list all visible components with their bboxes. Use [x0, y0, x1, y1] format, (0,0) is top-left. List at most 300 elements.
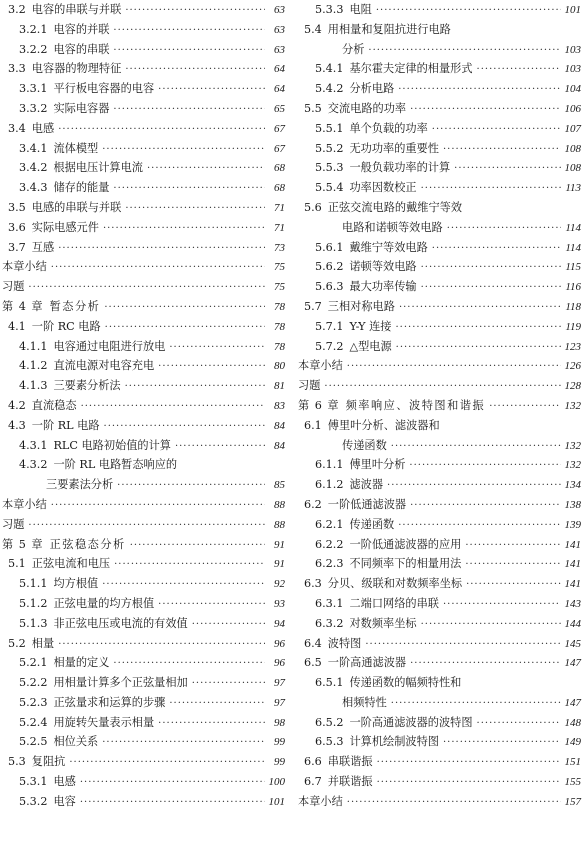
toc-entry-title: △型电源 — [349, 339, 392, 353]
toc-leader-dots — [473, 714, 561, 734]
toc-entry — [0, 732, 285, 752]
toc-entry-number: 6.3 — [304, 577, 322, 591]
toc-leader-dots — [188, 674, 265, 694]
toc-leader-dots — [395, 298, 561, 318]
toc-page-number: 141 — [564, 538, 581, 551]
toc-entry-title: 串联谐振 — [327, 755, 373, 769]
toc-entry-number: 5.2.5 — [19, 735, 48, 749]
toc-entry-number: 4.3.1 — [19, 438, 48, 452]
toc-leader-dots — [110, 555, 265, 575]
toc-chapter-entry — [296, 396, 581, 416]
toc-page-number: 75 — [274, 261, 285, 274]
toc-entry — [0, 693, 285, 713]
toc-entry — [296, 416, 581, 436]
toc-entry-title: 对数频率坐标 — [349, 616, 417, 630]
toc-entry-continuation — [0, 475, 285, 495]
toc-entry-number: 3.3.1 — [19, 82, 48, 96]
toc-leader-dots — [154, 357, 265, 377]
toc-chapter-entry — [0, 297, 285, 317]
toc-leader-dots — [364, 41, 561, 61]
toc-entry — [0, 356, 285, 376]
toc-page-number: 63 — [274, 43, 285, 56]
toc-entry — [0, 139, 285, 159]
toc-entry-number: 5.7.2 — [315, 339, 344, 353]
toc-entry-title: 相位关系 — [53, 735, 99, 749]
toc-entry-number: 3.2.1 — [19, 22, 48, 36]
toc-page-number: 107 — [564, 122, 581, 135]
toc-entry-title: 电容的并联 — [53, 22, 110, 36]
toc-entry-number: 6.5.3 — [315, 735, 344, 749]
toc-page-number: 113 — [565, 182, 581, 195]
toc-entry-number: 5.5 — [304, 101, 322, 115]
toc-entry-title: 电容的串联与并联 — [31, 3, 122, 16]
toc-page-number: 99 — [274, 736, 285, 749]
toc-page-number: 103 — [564, 63, 581, 76]
toc-page-number: 132 — [564, 459, 581, 472]
toc-page-number: 100 — [268, 776, 285, 789]
toc-entry — [296, 515, 581, 535]
toc-entry — [0, 634, 285, 654]
toc-entry — [296, 59, 581, 79]
toc-entry-number: 6.2 — [304, 497, 322, 511]
toc-leader-dots — [462, 575, 561, 595]
toc-entry-number: 6.1.2 — [315, 478, 344, 492]
toc-page-number: 73 — [274, 241, 285, 254]
toc-page-number: 126 — [564, 360, 581, 373]
toc-leader-dots — [98, 140, 265, 160]
toc-entry-continuation — [296, 693, 581, 713]
toc-entry-title: 相频特性 — [342, 695, 387, 709]
toc-entry-title: 电路和诺顿等效电路 — [342, 220, 443, 234]
toc-entry — [296, 238, 581, 258]
toc-entry-continuation — [296, 40, 581, 60]
toc-leader-dots — [373, 773, 561, 793]
toc-entry-number: 6.2.1 — [315, 517, 344, 531]
toc-entry-number: 第 4 章 — [2, 299, 44, 313]
toc-entry-number: 4.1.1 — [19, 339, 48, 353]
toc-entry-number: 5.4 — [304, 22, 322, 36]
toc-page-number: 92 — [274, 578, 285, 591]
toc-leader-dots — [113, 476, 265, 496]
toc-page-number: 71 — [274, 221, 285, 234]
toc-entry-number: 3.2.2 — [19, 42, 48, 56]
toc-leader-dots — [343, 357, 561, 377]
toc-entry-title: 均方根值 — [53, 577, 99, 591]
toc-entry-title: 分贝、级联和对数频率坐标 — [327, 577, 463, 591]
toc-entry-number: 3.6 — [8, 220, 26, 234]
toc-leader-dots — [54, 120, 265, 140]
toc-entry-title: 用旋转矢量表示相量 — [53, 715, 155, 729]
toc-entry — [296, 99, 581, 119]
toc-entry — [296, 297, 581, 317]
toc-page-number: 118 — [565, 300, 581, 313]
toc-page-number: 67 — [274, 122, 285, 135]
toc-entry-number: 4.3 — [8, 418, 26, 432]
toc-entry-title: 电容 — [53, 794, 76, 808]
toc-entry-title: RLC 电路初始值的计算 — [53, 438, 171, 452]
toc-entry-title: 波特图 — [327, 636, 362, 650]
toc-entry — [296, 594, 581, 614]
toc-entry-title: 习题 — [2, 517, 25, 531]
toc-entry-title: 诺顿等效电路 — [349, 260, 417, 274]
toc-entry-number: 第 5 章 — [2, 537, 44, 551]
toc-page-number: 108 — [564, 142, 581, 155]
toc-leader-dots — [405, 456, 561, 476]
toc-entry-title: 傅里叶分析、滤波器和 — [327, 418, 440, 432]
toc-leader-dots — [473, 60, 561, 80]
toc-entry-title: 基尔霍夫定律的相量形式 — [349, 62, 473, 76]
toc-entry-number: 3.4.3 — [19, 181, 48, 195]
toc-entry-number: 6.2.2 — [315, 537, 344, 551]
toc-page-number: 147 — [564, 657, 581, 670]
toc-leader-dots — [100, 298, 265, 318]
toc-entry-title: 交流电路的功率 — [327, 101, 407, 115]
toc-leader-dots — [98, 575, 265, 595]
toc-entry-number: 5.7.1 — [315, 319, 344, 333]
toc-leader-dots — [461, 555, 561, 575]
toc-entry-title: 本章小结 — [298, 794, 343, 808]
toc-entry — [0, 515, 285, 535]
toc-leader-dots — [387, 437, 561, 457]
toc-entry — [0, 178, 285, 198]
toc-page-number: 97 — [274, 677, 285, 690]
toc-page-number: 145 — [564, 637, 581, 650]
toc-page-number: 98 — [274, 716, 285, 729]
toc-leader-dots — [98, 733, 265, 753]
toc-entry-number: 6.6 — [304, 755, 322, 769]
toc-entry-number: 5.6.3 — [315, 280, 344, 294]
toc-page-number: 65 — [274, 102, 285, 115]
toc-entry-number: 5.6.2 — [315, 260, 344, 274]
toc-entry — [296, 495, 581, 515]
toc-leader-dots — [373, 753, 561, 773]
toc-entry-title: 分析电路 — [349, 82, 395, 96]
toc-entry — [0, 218, 285, 238]
toc-leader-dots — [100, 417, 265, 437]
toc-page-number: 144 — [564, 617, 581, 630]
toc-leader-dots — [320, 377, 561, 397]
toc-entry — [296, 356, 581, 376]
toc-entry-title: 三相对称电路 — [327, 299, 395, 313]
toc-page-number: 75 — [274, 281, 285, 294]
toc-entry-title: Y-Y 连接 — [349, 319, 392, 333]
toc-leader-dots — [47, 496, 265, 516]
toc-entry-title: 习题 — [298, 379, 321, 393]
toc-entry-number: 6.7 — [304, 775, 322, 789]
toc-entry-number: 5.1.3 — [19, 616, 48, 630]
toc-entry — [0, 495, 285, 515]
toc-entry-number: 3.7 — [8, 240, 26, 254]
toc-entry — [296, 634, 581, 654]
toc-page-number: 141 — [564, 578, 581, 591]
toc-entry-number: 4.2 — [8, 398, 26, 412]
toc-entry-title: 功率因数校正 — [349, 181, 417, 195]
toc-entry — [0, 257, 285, 277]
toc-entry-title: 正弦电量的均方根值 — [53, 596, 155, 610]
toc-leader-dots — [121, 1, 265, 21]
toc-entry-number: 6.3.2 — [315, 616, 344, 630]
toc-entry-title: 最大功率传输 — [349, 280, 417, 294]
toc-entry-title: 本章小结 — [298, 359, 343, 373]
toc-entry-title: 传递函数的幅频特性和 — [349, 676, 462, 690]
toc-leader-dots — [121, 60, 265, 80]
toc-page-number: 123 — [564, 340, 581, 353]
toc-entry-number: 3.4.1 — [19, 141, 48, 155]
toc-leader-dots — [343, 793, 561, 813]
toc-page-number: 91 — [274, 538, 285, 551]
toc-entry — [296, 0, 581, 20]
toc-page-number: 83 — [274, 399, 285, 412]
toc-page-number: 94 — [274, 617, 285, 630]
toc-entry — [296, 732, 581, 752]
toc-entry — [296, 792, 581, 812]
toc-entry-title: 用相量计算多个正弦量相加 — [53, 676, 188, 690]
toc-entry-number: 5.1.1 — [19, 577, 48, 591]
toc-leader-dots — [417, 615, 561, 635]
toc-entry — [296, 79, 581, 99]
toc-page-number: 96 — [274, 637, 285, 650]
toc-entry-number: 6.3.1 — [315, 596, 344, 610]
toc-entry-title: 传递函数 — [349, 517, 395, 531]
toc-page-number: 101 — [268, 795, 285, 808]
toc-leader-dots — [109, 21, 265, 41]
toc-page-number: 141 — [564, 558, 581, 571]
toc-page-number: 80 — [274, 360, 285, 373]
toc-leader-dots — [372, 1, 561, 21]
toc-entry — [0, 119, 285, 139]
toc-entry — [296, 317, 581, 337]
toc-entry-title: 电感 — [31, 121, 55, 135]
toc-entry-title: 二端口网络的串联 — [349, 596, 439, 610]
toc-entry-number: 5.1.2 — [19, 596, 48, 610]
toc-entry — [296, 139, 581, 159]
toc-leader-dots — [76, 793, 265, 813]
toc-entry-continuation — [296, 436, 581, 456]
toc-entry — [0, 416, 285, 436]
toc-entry-title: 傅里叶分析 — [349, 458, 406, 472]
toc-entry — [296, 614, 581, 634]
toc-entry — [296, 475, 581, 495]
toc-leader-dots — [394, 516, 561, 536]
toc-leader-dots — [99, 219, 265, 239]
toc-leader-dots — [406, 654, 561, 674]
toc-leader-dots — [428, 239, 561, 259]
toc-entry-number: 5.3 — [8, 755, 26, 769]
toc-entry — [0, 317, 285, 337]
toc-page-number: 96 — [274, 657, 285, 670]
toc-page-number: 84 — [274, 419, 285, 432]
toc-left-column — [0, 0, 285, 812]
toc-entry-title: 并联谐振 — [327, 775, 373, 789]
toc-entry-title: 一阶 RL 电路暂态响应的 — [53, 458, 178, 472]
toc-entry — [296, 535, 581, 555]
toc-page-number: 84 — [274, 439, 285, 452]
toc-entry-title: 一阶 RL 电路 — [31, 418, 100, 432]
toc-entry — [296, 653, 581, 673]
toc-leader-dots — [394, 80, 561, 100]
toc-page-number: 63 — [274, 23, 285, 36]
toc-entry-number: 5.7 — [304, 299, 322, 313]
toc-entry — [0, 79, 285, 99]
toc-leader-dots — [54, 635, 265, 655]
toc-entry-number: 5.1 — [8, 557, 26, 571]
toc-entry-title: 相量的定义 — [53, 656, 110, 670]
toc-leader-dots — [77, 397, 265, 417]
toc-leader-dots — [443, 219, 561, 239]
toc-leader-dots — [439, 140, 561, 160]
toc-entry-number: 5.2.1 — [19, 656, 48, 670]
toc-entry-number: 5.2 — [8, 636, 26, 650]
toc-page-number: 143 — [564, 597, 581, 610]
toc-page-number: 68 — [274, 182, 285, 195]
toc-page-number: 81 — [274, 380, 285, 393]
toc-leader-dots — [406, 100, 561, 120]
toc-entry — [296, 455, 581, 475]
toc-page-number: 134 — [564, 479, 581, 492]
toc-leader-dots — [165, 338, 265, 358]
toc-leader-dots — [154, 714, 265, 734]
toc-entry — [296, 20, 581, 40]
toc-leader-dots — [109, 41, 265, 61]
toc-page-number: 78 — [274, 300, 285, 313]
toc-leader-dots — [171, 437, 265, 457]
toc-entry — [0, 20, 285, 40]
toc-entry — [0, 752, 285, 772]
toc-entry-title: 无功功率的重要性 — [349, 141, 439, 155]
toc-leader-dots — [47, 258, 265, 278]
toc-entry — [296, 119, 581, 139]
toc-entry-number: 5.2.3 — [19, 695, 48, 709]
toc-entry-title: 非正弦电压或电流的有效值 — [53, 616, 188, 630]
toc-entry-title: 一阶高通滤波器 — [327, 656, 407, 670]
toc-entry — [0, 594, 285, 614]
toc-leader-dots — [383, 476, 561, 496]
toc-entry-title: 实际电容器 — [53, 101, 110, 115]
toc-entry — [0, 158, 285, 178]
toc-entry-title: 戴维宁等效电路 — [349, 240, 428, 254]
toc-page-number: 138 — [564, 498, 581, 511]
toc-entry — [0, 455, 285, 475]
toc-leader-dots — [188, 615, 265, 635]
toc-page-number: 119 — [565, 320, 581, 333]
toc-entry-title: 流体模型 — [53, 141, 99, 155]
toc-entry-title: 滤波器 — [349, 478, 384, 492]
toc-page-number: 114 — [565, 221, 581, 234]
toc-leader-dots — [121, 199, 265, 219]
toc-entry — [296, 178, 581, 198]
toc-entry-title: 传递函数 — [342, 438, 387, 452]
toc-entry-number: 6.1 — [304, 418, 322, 432]
toc-page-number: 103 — [564, 43, 581, 56]
toc-leader-dots — [76, 773, 265, 793]
toc-entry-title: 一般负载功率的计算 — [349, 161, 451, 175]
toc-entry-title: 一阶 RC 电路 — [31, 319, 101, 333]
toc-entry-number: 6.5 — [304, 656, 322, 670]
toc-page-number: 78 — [274, 320, 285, 333]
toc-page-number: 64 — [274, 63, 285, 76]
toc-entry-title: 一阶低通滤波器的应用 — [349, 537, 462, 551]
toc-entry — [296, 673, 581, 693]
toc-right-column — [296, 0, 581, 812]
toc-page-number: 91 — [274, 558, 285, 571]
toc-entry-number: 6.4 — [304, 636, 322, 650]
toc-leader-dots — [24, 516, 265, 536]
toc-entry-title: 三要素分析法 — [53, 379, 121, 393]
toc-entry-number: 4.1.3 — [19, 379, 48, 393]
toc-entry — [296, 574, 581, 594]
toc-leader-dots — [165, 694, 265, 714]
toc-page-number: 157 — [564, 795, 581, 808]
toc-leader-dots — [485, 397, 561, 417]
toc-leader-dots — [101, 318, 265, 338]
toc-entry-number: 4.3.2 — [19, 458, 48, 472]
toc-entry-number: 5.5.1 — [315, 121, 344, 135]
toc-leader-dots — [406, 496, 561, 516]
toc-leader-dots — [387, 694, 561, 714]
toc-entry-number: 6.2.3 — [315, 557, 344, 571]
toc-entry — [0, 792, 285, 812]
toc-entry-number: 5.4.2 — [315, 82, 344, 96]
toc-leader-dots — [109, 179, 265, 199]
toc-entry — [0, 772, 285, 792]
toc-entry-title: 电容通过电阻进行放电 — [53, 339, 166, 353]
toc-leader-dots — [439, 595, 561, 615]
toc-page-number: 68 — [274, 162, 285, 175]
toc-leader-dots — [417, 258, 561, 278]
toc-leader-dots — [109, 100, 265, 120]
toc-entry-title: 本章小结 — [2, 497, 47, 511]
toc-entry-title: 电容的串联 — [53, 42, 110, 56]
toc-page-number: 155 — [564, 776, 581, 789]
toc-entry-title: 三要素法分析 — [46, 478, 114, 492]
toc-entry — [0, 396, 285, 416]
toc-entry — [296, 337, 581, 357]
toc-page-number: 64 — [274, 83, 285, 96]
toc-entry-title: 平行板电容器的电容 — [53, 82, 155, 96]
toc-entry-title: 频率响应、波特图和谐振 — [345, 398, 486, 412]
toc-entry-title: 用相量和复阻抗进行电路 — [327, 22, 451, 36]
toc-leader-dots — [109, 654, 265, 674]
toc-entry-title: 正弦量求和运算的步骤 — [53, 695, 166, 709]
toc-page-number: 106 — [564, 102, 581, 115]
toc-entry-number: 5.2.2 — [19, 676, 48, 690]
toc-entry — [296, 713, 581, 733]
toc-entry-title: 复阻抗 — [31, 755, 66, 769]
toc-entry — [0, 653, 285, 673]
toc-page-number: 88 — [274, 518, 285, 531]
toc-page-number: 101 — [564, 4, 581, 16]
toc-entry-continuation — [296, 218, 581, 238]
toc-entry-title: 直流稳态 — [31, 398, 77, 412]
toc-page-number: 116 — [565, 281, 581, 294]
toc-entry-title: 一阶低通滤波器 — [327, 497, 407, 511]
toc-entry-title: 暂态分析 — [49, 299, 101, 313]
toc-entry-number: 6.5.1 — [315, 676, 344, 690]
toc-leader-dots — [54, 239, 265, 259]
toc-entry — [296, 554, 581, 574]
toc-entry — [0, 574, 285, 594]
toc-page-number: 148 — [564, 716, 581, 729]
toc-entry-number: 5.3.1 — [19, 775, 48, 789]
toc-entry — [0, 40, 285, 60]
toc-entry-title: 正弦交流电路的戴维宁等效 — [327, 200, 463, 214]
toc-leader-dots — [392, 318, 562, 338]
toc-leader-dots — [154, 80, 265, 100]
toc-entry-title: 互感 — [31, 240, 55, 254]
toc-leader-dots — [121, 377, 265, 397]
toc-leader-dots — [392, 338, 561, 358]
toc-entry-title: 单个负载的功率 — [349, 121, 428, 135]
